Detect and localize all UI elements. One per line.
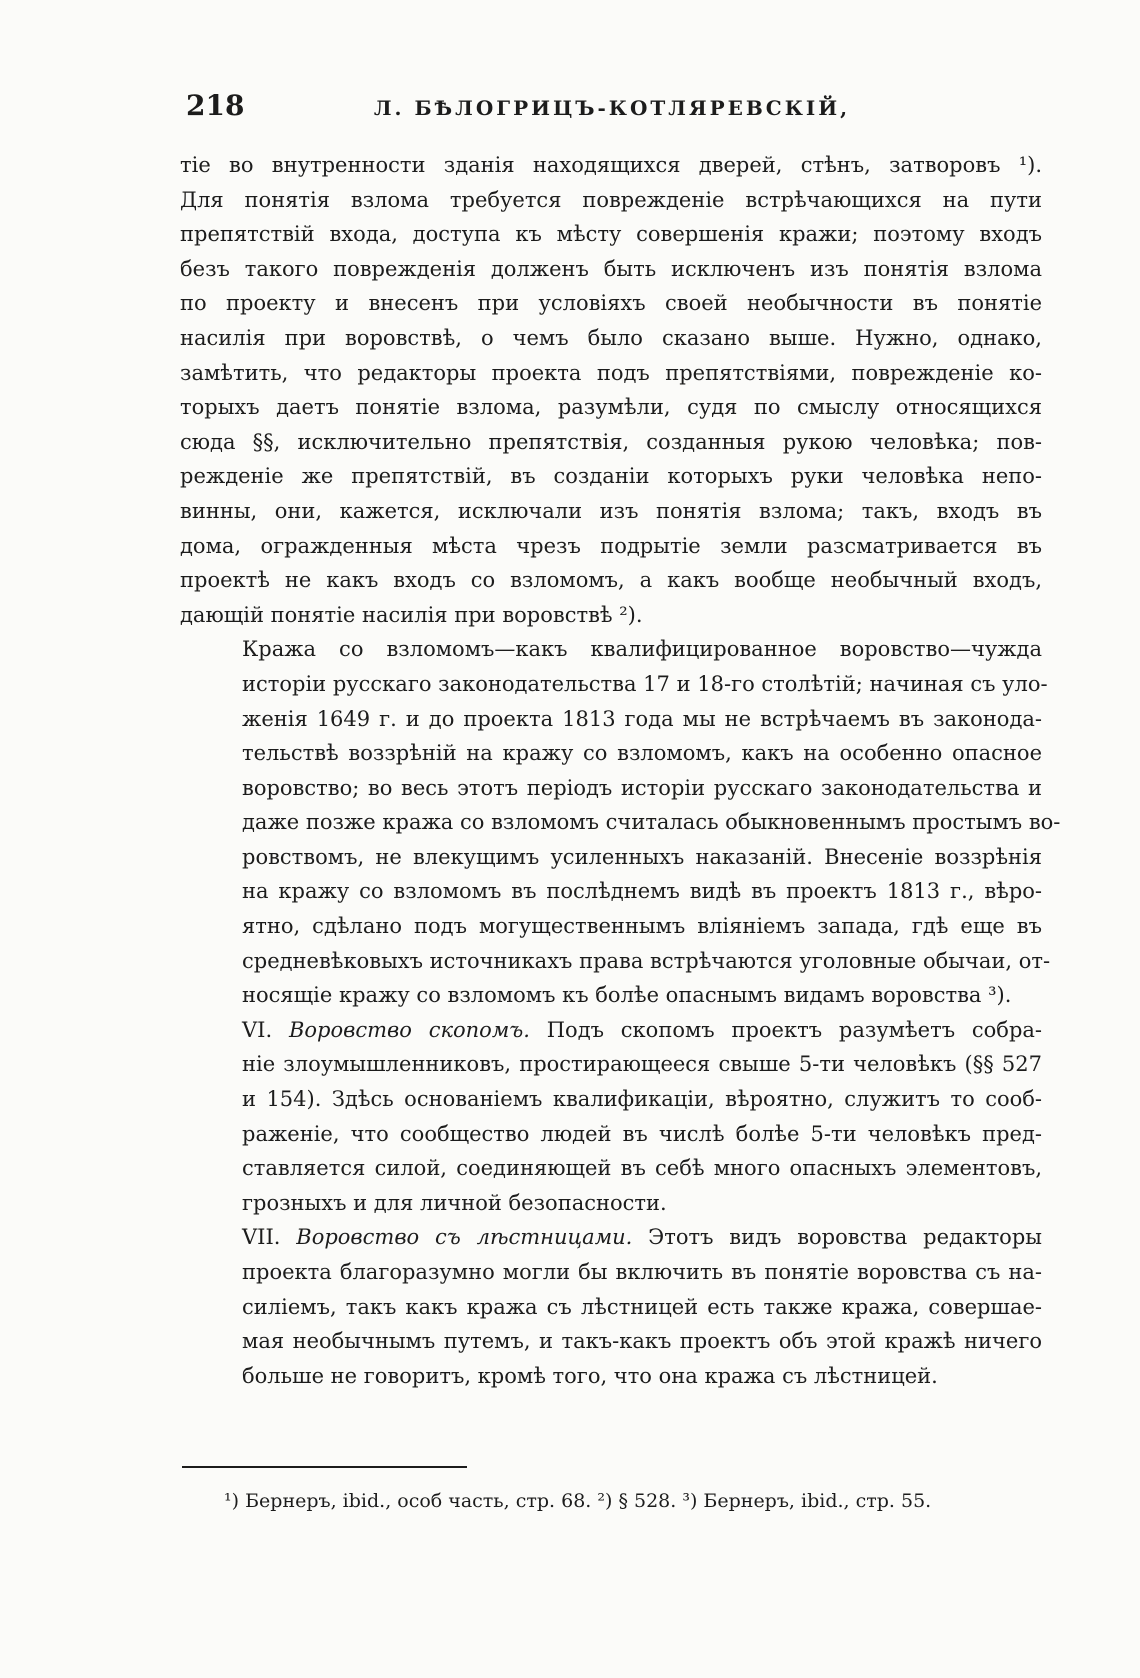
text-line: по проекту и внесенъ при условіяхъ своей необычности въ понятіе [180,291,1042,316]
text-line: проектѣ не какъ входъ со взломомъ, а какъ вообще необычный входъ, [180,568,1042,593]
text-line: Для понятія взлома требуется поврежденіе встрѣчающихся на пути [180,187,1042,212]
text-line: проекта благоразумно могли бы включить въ понятіе воровства съ на- [242,1260,1042,1284]
paragraph-3 [180,1013,1042,1221]
text-line: дающій понятіе насилія при воровствѣ ²). [180,602,643,627]
text-line: препятствій входа, доступа къ мѣсту совершенія кражи; поэтому входъ [180,222,1042,247]
text-line: безъ такого поврежденія долженъ быть исключенъ изъ понятія взлома [180,256,1042,281]
running-title: Л. БѢЛОГРИЦЪ-КОТЛЯРЕВСКІЙ, [373,96,851,120]
running-head [182,86,1042,126]
text-line: тельствѣ воззрѣній на кражу со взломомъ, какъ на особенно опасное [242,741,1042,766]
text-line: мая необычнымъ путемъ, и такъ-какъ проектъ объ этой кражѣ ничего [242,1329,1042,1354]
text-line: ніе злоумышленниковъ, простирающееся свыше 5-ти человѣкъ (§§ 527 [242,1052,1042,1077]
footnote: ¹) Бернеръ, ibid., особ часть, стр. 68. ²) § 528. ³) Бернеръ, ibid., стр. 55. [224,1490,932,1512]
text-line: носящіе кражу со взломомъ къ болѣе опаснымъ видамъ воровства ³). [242,983,1012,1008]
text-line [180,1013,1042,1048]
text-line: Кража со взломомъ—какъ квалифицированное воровство—чужда [242,637,1042,662]
text-line: воровство; во весь этотъ періодъ исторіи русскаго законодательства и [242,775,1042,800]
paragraph-1 [180,148,1042,632]
text-line: сюда §§, исключительно препятствія, созданныя рукою человѣка; пов- [180,429,1042,454]
section-numeral: VII. [242,1225,281,1250]
paragraph-4 [180,1220,1042,1393]
text-line: и 154). Здѣсь основаніемъ квалификаціи, вѣроятно, служитъ то сооб- [242,1087,1042,1112]
text-line: грозныхъ и для личной безопасности. [242,1190,667,1215]
text-run: Этотъ видъ воровства редакторы [648,1225,1042,1250]
section-heading: Воровство скопомъ. [288,1017,530,1042]
text-line: силіемъ, такъ какъ кража съ лѣстницей есть также кража, совершае- [242,1294,1042,1319]
text-line: ятно, сдѣлано подъ могущественнымъ вліяніемъ запада, гдѣ еще въ [242,914,1042,939]
text-line: женія 1649 г. и до проекта 1813 года мы не встрѣчаемъ въ законода- [242,706,1042,731]
section-heading: Воровство съ лѣстницами. [296,1225,633,1250]
section-numeral: VI. [242,1017,273,1042]
text-line: дома, огражденныя мѣста чрезъ подрытіе земли разсматривается въ [180,533,1042,558]
text-line: даже позже кража со взломомъ считалась обыкновеннымъ простымъ во- [242,810,1061,835]
text-line: насилія при воровствѣ, о чемъ было сказано выше. Нужно, однако, [180,325,1042,350]
text-line: тіе во внутренности зданія находящихся дверей, стѣнъ, затворовъ ¹). [180,153,1042,177]
text-line: раженіе, что сообщество людей въ числѣ болѣе 5-ти человѣкъ пред- [242,1121,1042,1146]
page-number: 218 [186,89,245,122]
text-line: винны, они, кажется, исключали изъ понятія взлома; такъ, входъ въ [180,498,1042,523]
text-line: средневѣковыхъ источникахъ права встрѣчаются уголовные обычаи, от- [242,948,1051,973]
text-line: ставляется силой, соединяющей въ себѣ много опасныхъ элементовъ, [242,1156,1042,1181]
text-line: режденіе же препятствій, въ созданіи которыхъ руки человѣка непо- [180,464,1042,489]
footnote-divider [182,1466,467,1468]
text-line: ровствомъ, не влекущимъ усиленныхъ наказаній. Внесеніе воззрѣнія [242,844,1042,869]
paragraph-2 [180,632,1061,1013]
text-run: Подъ скопомъ проектъ разумѣетъ собра- [546,1017,1042,1042]
text-line: на кражу со взломомъ въ послѣднемъ видѣ въ проектъ 1813 г., вѣро- [242,879,1042,904]
text-line: исторіи русскаго законодательства 17 и 18-го столѣтій; начиная съ уло- [242,671,1048,696]
body-text [180,148,1061,1393]
text-line: больше не говоритъ, кромѣ того, что она кража съ лѣстницей. [242,1363,938,1388]
text-line: замѣтить, что редакторы проекта подъ препятствіями, поврежденіе ко- [180,360,1042,385]
text-line [180,1220,1042,1255]
text-line: торыхъ даетъ понятіе взлома, разумѣли, судя по смыслу относящихся [180,395,1042,420]
